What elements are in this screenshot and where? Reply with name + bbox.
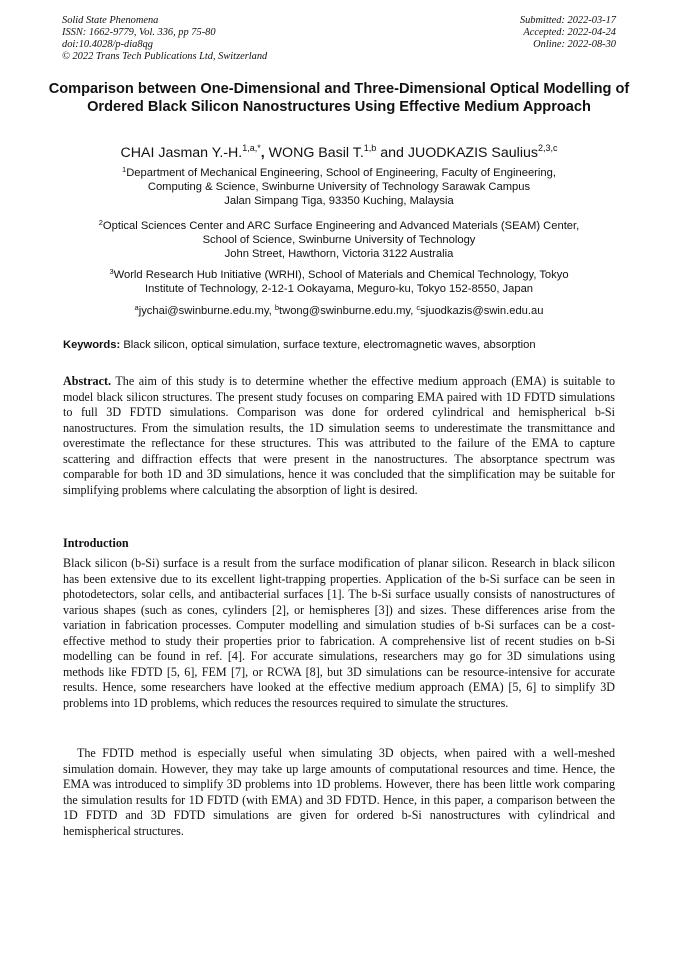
online-date: Online: 2022-08-30: [533, 39, 616, 50]
affiliation-line: Computing & Science, Swinburne University of Technology Sarawak Campus: [147, 181, 531, 194]
issn-info: ISSN: 1662-9779, Vol. 336, pp 75-80: [62, 27, 216, 38]
affiliation-line: John Street, Hawthorn, Victoria 3122 Australia: [224, 248, 454, 261]
submitted-date: Submitted: 2022-03-17: [519, 15, 616, 26]
paper-title: Comparison between One-Dimensional and Three-Dimensional Optical Modelling of Ordered Black Silicon Nanostructures Using Effective Medium Approach: [48, 81, 630, 115]
accepted-date: Accepted: 2022-04-24: [523, 27, 616, 38]
author-emails: $^a$jychai@swinburne.edu.my, $^b$twong@swinburne.edu.my, $^c$sjuodkazis@swin.edu.au: [134, 303, 544, 317]
affiliation-3: [20, 268, 658, 296]
email-link[interactable]: jychai@swinburne.edu.my: [138, 305, 269, 317]
affiliation-number: 2: [98, 218, 103, 227]
abstract: [63, 374, 615, 498]
keywords-label: Keywords:: [63, 339, 121, 351]
affiliation-number: 3: [109, 267, 114, 276]
copyright: © 2022 Trans Tech Publications Ltd, Switzerland: [62, 51, 268, 62]
affiliation-line: School of Science, Swinburne University of Technology: [202, 234, 476, 247]
author-list: [20, 144, 658, 162]
journal-info: [62, 15, 267, 63]
abstract-label: Abstract.: [63, 374, 112, 388]
keywords-text: Black silicon, optical simulation, surface texture, electromagnetic waves, absorption: [123, 339, 536, 351]
doi: doi:10.4028/p-dia8qg: [62, 39, 153, 50]
affiliation-line: Department of Mechanical Engineering, School of Engineering, Faculty of Engineering,: [126, 167, 556, 179]
email-mark: a: [134, 303, 139, 312]
author-separator: ,: [260, 145, 265, 161]
author-conjunction: and: [380, 145, 404, 161]
publication-dates: [520, 15, 616, 51]
affiliation-number: 1: [122, 165, 127, 174]
paragraph: The FDTD method is especially useful when simulating 3D objects, when paired with a well-meshed simulation domain. However, they may take up large amounts of computational resources and time. Hence, the EMA was introduced to simplify 3D problems into 1D problems. However, there has been little work comparing the simulation results for 1D FDTD (with EMA) and 3D FDTD. Hence, in this paper, a comparison between the 1D FDTD and 3D FDTD simulations are given for ordered b-Si nanostructures with cylindrical and hemispherical structures.: [63, 746, 615, 838]
email-link[interactable]: twong@swinburne.edu.my: [279, 305, 411, 317]
author-name: WONG Basil T.: [268, 145, 364, 161]
affiliation-line: World Research Hub Initiative (WRHI), School of Materials and Chemical Technology, Tokyo: [113, 269, 569, 281]
affiliation-1: [20, 166, 658, 209]
keywords: [63, 338, 619, 352]
author-affiliation-mark: 2,3,c: [537, 143, 558, 153]
email-mark: c: [416, 303, 421, 312]
email-link[interactable]: sjuodkazis@swin.edu.au: [420, 305, 544, 317]
affiliation-2: [20, 219, 658, 262]
affiliation-line: Optical Sciences Center and ARC Surface Engineering and Advanced Materials (SEAM) Center,: [102, 220, 580, 232]
journal-name: Solid State Phenomena: [62, 15, 159, 26]
author-name: JUODKAZIS Saulius: [407, 145, 538, 161]
abstract-text: The aim of this study is to determine whether the effective medium approach (EMA) is suitable to model black silicon structures. The present study focuses on comparing EMA paired with 1D FDTD simulations to full 3D FDTD simulations. Comparison was done for ordered cylindrical and hemispherical b-Si nanostructures. From the simulation results, the 1D simulation seems to underestimate the transmittance and overestimate the reflectance for these structures. This was attributed to the failure of the EMA to capture scattering and diffraction effects that were present in the nanostructures. The absorptance spectrum was comparable for both 1D and 3D simulations, hence it was concluded that the simplification may be suitable for simplifying problems where calculating the absorption of light is desired.: [63, 374, 615, 497]
email-mark: b: [274, 303, 280, 312]
section-heading: Introduction: [63, 536, 129, 550]
affiliation-line: Jalan Simpang Tiga, 93350 Kuching, Malaysia: [224, 195, 454, 208]
paragraph: Black silicon (b-Si) surface is a result from the surface modification of planar silicon. Research in black silicon has been extensive due to its excellent light-trapping properties. Application of the b-Si surface can be seen in photodetectors, solar cells, and antibacterial surfaces [1]. The b-Si surface usually consists of nanostructures of various shapes (such as cones, cylinders [2], or hemispheres [3]) and sizes. These differences arise from the variation in fabrication processes. Computer modelling and simulation studies of b-Si surfaces can be a cost-effective method to study their properties prior to fabrication. A comprehensive list of recent studies on b-Si modelling can be found in ref. [4]. For accurate simulations, researchers may go for 3D simulations using methods like FDTD [5, 6], FEM [7], or RCWA [8], but 3D simulations can be resource-intensive for accurate results. Hence, some researchers have looked at the effective medium approach (EMA) [5, 6] to simplify 3D problems into 1D problems, which reduces the resources required to simulate the structures.: [63, 556, 615, 710]
author-affiliation-mark: 1,b: [363, 143, 377, 153]
author-affiliation-mark: 1,a,*: [242, 143, 261, 153]
affiliation-line: Institute of Technology, 2-12-1 Ookayama, Meguro-ku, Tokyo 152-8550, Japan: [144, 283, 534, 296]
author-name: CHAI Jasman Y.-H.: [120, 145, 243, 161]
